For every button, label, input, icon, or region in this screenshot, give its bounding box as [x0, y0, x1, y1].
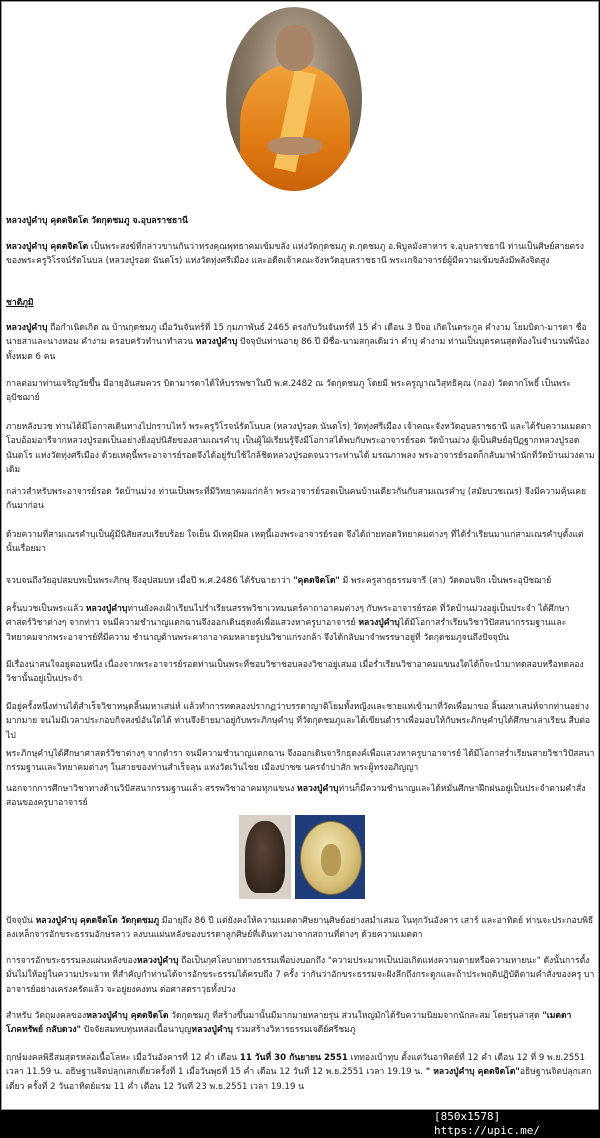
statue-figure: [245, 821, 285, 893]
paragraph-training: นอกจากการศึกษาวิชาทางด้านวิปัสสนากรรมฐานแล้ว สรรพวิชาอาคมทุกแขนง หลวงปู่คำบุท่านก็มีความชำนาญและได้หมั่นศึกษาฝึกฝนอยู่เป็นประจำตามคำสั่งสอนของครูบาอาจารย์: [6, 784, 586, 809]
coin-figure: [321, 844, 341, 876]
article-page: [1, 1, 599, 1110]
paragraph-charm: มีอยู่ครั้งหนึ่งท่านได้สำเร็จวิชาหนุดลิ้นมหาเสน่ห์ แล้วทำการทดลองปรากฏว่าบรรดาญาติโยมทั้งหญิงและชายแห่เข้ามาที่วัดเพื่อมาขอ ลิ้นมหาเสน่ห์จากท่านอย่างมากมาย จนไม่มีเวลาประกอบกิจสงฆ์อันใดได้ ท่านจึงย้ายมาอยู่กับพระภิกษุคำบุ ที่วัดกุดชมภูและได้เขียนตำราเพื่อมอบให้กับพระภิกษุคำบุได้ศึกษาเล่าเรียน สืบต่อไป: [6, 702, 591, 741]
paragraph-teacher: ภายหลังบวช ท่านได้มีโอกาสเดินทางไปกราบไหว้ พระครูวิโรจน์รัตโนบล (หลวงปู่รอด นันตโร) วัดทุ่งศรีเมือง เจ้าคณะจังหวัดอุบลราชธานี และได้รับความเมตตาโอบอ้อมอารีจากหลวงปู่รอดเป็นอย่างยิ่งอุปนิสัยของสามเณรคำบุ เป็นผู้ใฝ่เรียนรู้จึงมีโอกาสได้พบกับพระอาจารย์รอด วัดบ้านม่วง ผู้เป็นศิษย์อุปัฏฐากหลวงปู่รอด นันตโร แห่งวัดทุ่งศรีเมือง ด้วยเหตุนี้พระอาจารย์รอดจึงได้อยู่รับใช้ใกล้ชิดหลวงปู่รอดจนวาระท่านได้ มรณภาพลง พระอาจารย์รอดก็กลับมาพำนักที่วัดบ้านม่วงตามเดิม: [6, 422, 595, 476]
amulet-coin-image: [295, 815, 365, 899]
paragraph-ceremony: ฤกษ์มงคลพิธีสมสุตรหล่อเนื้อโลหะ เมื่อวันอังคารที่ 12 ค่ำ เดือน 11 วันที่ 30 กันยายน 2551 เททองเบ้าทุบ ตั้งแต่วันอาทิตย์ที่ 12 ค่ำ เดือน 12 ที่ 9 พ.ย.2551 เวลา 11.59 น. อธิษฐานจิตปลุกเสกเดี่ยวครั้งที่ 1 เมื่อวันพุธที่ 15 ค่ำ เดือน 12 วันที่ 12 พ.ย.2551 เวลา 19.19 น. " หลวงปู่คำบุ คุตตจิตโต"อธิษฐานจิตปลุกเสกเดี่ยว ครั้งที่ 2 วันอาทิตย์แรม 11 ค่ำ เดือน 12 วันที่ 23 พ.ย.2551 เวลา 19.19 น: [6, 1053, 592, 1092]
article-title: หลวงปู่คำบุ คุตตจิตโต วัดกุดชมภู จ.อุบลราชธานี: [6, 216, 188, 226]
paragraph-present: ปัจจุบัน หลวงปู่คำบุ คุตตจิตโต วัดกุดชมภู มีอายุถึง 86 ปี แต่ยังคงให้ความเมตตาศิษยานุศิษย์อย่างสม่ำเสมอ ในทุกวันอังคาร เสาร์ และอาทิตย์ ท่านจะประกอบพิธีลงเหล็กจารอักขระธรรมอักษรลาว ลงบนแผ่นหลังของบรรดาลูกศิษย์ที่เดินทางมาจากสถานที่ต่างๆ ด้วยความเมตตา: [6, 916, 594, 941]
paragraph-ordination: กาลต่อมาท่านเจริญวัยขึ้น มีอายุอันสมควร บิดามารดาได้ให้บรรพชาในปี พ.ศ.2482 ณ วัดกุดชมภู โดยมี พระครูญาณวิสุทธิคุณ (กอง) วัดตากโพธิ์ เป็นพระอุปัชฌาย์: [6, 379, 571, 404]
portrait-head: [276, 25, 314, 71]
paragraph-studies: ครั้นบวชเป็นพระแล้ว หลวงปู่คำบุท่านยังคงเฝ้าเรียนไปร่ำเรียนสรรพวิชาเวทมนตร์คาถาอาคมต่างๆ กับพระอาจารย์รอด ที่วัดบ้านม่วงอยู่เป็นประจำ ได้ศึกษาศาสตร์วิชาต่างๆ จากท่าว จนมีความชำนาญแตกฉานจึงออกเดินธุดงค์เพื่อแสวงหาครูบาอาจารย์ หลวงปู่คำบุได้มีโอกาสร่ำเรียนวิชาวิปัสสนากรรมฐานและวิทยาคมจากพระอาจารย์ที่มีความ ชำนาญด้านพระคาถาอาคมหลายรูปนวิชาแก่รงกล้า จึงได้กลับมาจำพรรษาอยู่ที่ วัดกุดชมภูจนถึงปัจจุบัน: [6, 604, 570, 643]
paragraph-intro: หลวงปู่คำบุ คุตตจิตโต เป็นพระสงฆ์ที่กล่าวขานกันว่าทรงคุณพุทธาคมเข้มขลัง แห่งวัดกุดชมภู ต.กุดชมภู อ.พิบูลมังสาหาร จ.อุบลราชธานี ท่านเป็นศิษย์สายตรงของพระครูวิโรจน์รัตโนบล (หลวงปู่รอด นันตโร) แห่งวัดทุ่งศรีเมือง และอดีตเจ้าคณะจังหวัดอุบลราชธานี พระเกจิอาจารย์ผู้มีความเข้มขลังมีพลังจิตสูง: [6, 242, 584, 267]
paragraph-story: มีเรื่องน่าสนใจอยู่ตอนหนึ่ง เนื่องจากพระอาจารย์รอดท่านเป็นพระที่ชอบวิชาชอบลองวิชาอยู่เสมอ เมื่อร่ำเรียนวิชาอาคมแขนงใดได้ก็จะนำมาทดสอบหรือทดลองวิชานั้นอยู่เป็นประจำ: [6, 660, 584, 685]
amulet-statue-image: [239, 815, 291, 899]
paragraph-knowledge: ด้วยความที่สามเณรคำบุเป็นผู้มีนิสัยสงบเรียบร้อย ใจเย็น มีเหตุมีผล เหตุนี้เองพระอาจารย์รอด จึงได้ถ่ายทอดวิทยาคมต่างๆ ที่ได้ร่ำเรียนมาแก่สามเณรคำบุตั้งแต่นั้นเรื่อยมา: [6, 530, 584, 555]
paragraph-rod: กล่าวสำหรับพระอาจารย์รอด วัดบ้านม่วง ท่านเป็นพระที่มีวิทยาคมแก่กล้า พระอาจารย์รอดเป็นคนบ้านเดียวกันกับสามเณรคำบุ (สมัยบวชเณร) จึงมีความคุ้นเคยกันมาก่อน: [6, 487, 587, 512]
paragraph-monkhood: จวบจนถึงวัยอุปสมบทเป็นพระภิกษุ จึงอุปสมบท เมื่อปี พ.ศ.2486 ได้รับฉายาว่า "คุตตจิตโต" มี พระครูสาธุธรรมจารี (สา) วัดดอนจิก เป็นพระอุปัชฌาย์: [6, 576, 552, 586]
heading-birthplace: ชาติภูมิ: [6, 298, 34, 308]
paragraph-birth: หลวงปู่คำบุ ถือกำเนิดเกิด ณ บ้านกุดชมภู เมื่อวันจันทร์ที่ 15 กุมภาพันธ์ 2465 ตรงกับวันจันทร์ที่ 15 ค่ำ เดือน 3 ปีจอ เกิดในตระกูล คำงาม โยมบิดา-มารดา ชื่อนายสาและนางหอม คำงาม ครอบครัวทำนาทำสวน หลวงปู่คำบุ ปัจจุบันท่านอายุ 86 ปี มีชื่อ-นามสกุลเดิมว่า คำบุ คำงาม ท่านเป็นบุตรคนสุดท้องในจำนวนพี่น้องทั้งหมด 6 คน: [6, 323, 590, 362]
paragraph-inscription: การจารอักขระธรรมลงแผ่นหลังของหลวงปู่คำบุ ถือเป็นกุศโลบายทางธรรมเพื่อบ่งบอกถึง "ความประมาทเป็นบ่อเกิดแห่งความตายหรือความหายนะ" ดังนั้นการตั้งมั่นไม่ให้อยู่ในความประมาท ที่สำคัญกำท่านได้จารอักขระธรรมได้ครบถึง 7 ครั้ง ว่ากันว่าอักขระธรรมจะฝังลึกถึงกระดูกและถ้าประพฤติปฏิบัติตามคำสั่งของครู บาอาจารย์อย่างเคร่งครัดแล้ว จะอยู่ยงคงทน ต่อศาสตราวุธทั้งปวง: [6, 956, 595, 995]
monk-portrait-image: [226, 7, 362, 191]
paragraph-amulets: สำหรับ วัตถุมงคลของหลวงปู่คำบุ คุตตจิตโต วัดกุดชมภู ที่สร้างขึ้นมานั้นมีมากมายหลายรุ่น ส่วนใหญ่มักได้รับความนิยมจากนักสะสม โดยรุ่นล่าสุด "เมตตา โภคทรัพย์ กลับดวง" ปัจจัยสมทบทุนหล่อเนื้อนาบุญหลวงปู่คำบุ ร่วมสร้างวิหารธรรมเจดีย์ศรีชมภู: [6, 1011, 572, 1036]
image-host-footer: [850x1578] https://upic.me/: [434, 1110, 540, 1137]
paragraph-pilgrimage: พระภิกษุคำบุได้ศึกษาศาสตร์วิชาต่างๆ จากตำรา จนมีความชำนาญแตกฉาน จึงออกเดินจาริกธุดงค์เพื่อแสวงหาครูบาอาจารย์ ได้มีโอกาสร่ำเรียนสายวิชาวิปัสสนากรรมฐานและวิทยาคมต่างๆ ในสายของท่านสำเร็จลุน แห่งวัดเวินไชย เมืองปาซซ นครจำปาสัก พระผู้ทรงอภิญญา: [6, 749, 595, 774]
portrait-hands: [268, 137, 322, 155]
coin-face: [300, 821, 362, 895]
